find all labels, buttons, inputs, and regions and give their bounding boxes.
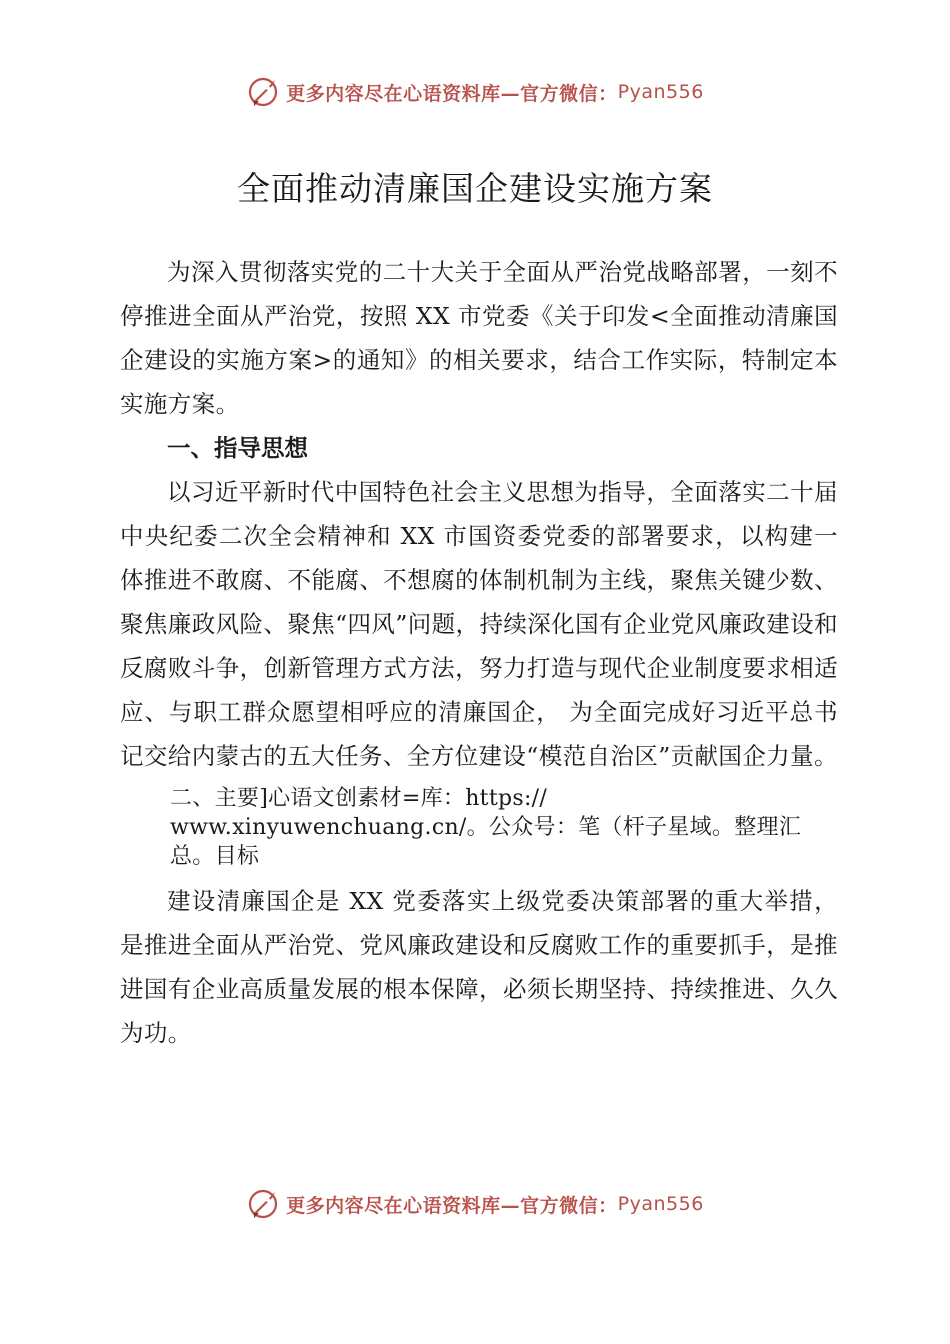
footer-banner [0,1184,950,1224]
section-heading-guiding-thought: 一、指导思想 [167,434,308,462]
main-goals-paragraph: 建设清廉国企是 XX 党委落实上级党委决策部署的重大举措，是推进全面从严治党、党风廉政建设和反腐败工作的重要抓手，是推进国有企业高质量发展的根本保障，必须长期坚持、持续推进、久久为功。 [120,887,838,1047]
quill-pen-logo-icon [246,1187,280,1221]
note-line: 二、主要]心语文创素材=库：https:// [170,786,548,811]
guiding-thought-paragraph: 以习近平新时代中国特色社会主义思想为指导，全面落实二十届中央纪委二次全会精神和 XX 市国资委党委的部署要求，以构建一体推进不敢腐、不能腐、不想腐的体制机制为主线，聚焦关键少数、聚焦廉政风险、聚焦“四风”问题，持续深化国有企业党风廉政建设和反腐败斗争，创新管理方式方法，努力打造与现代企业制度要求相适应、与职工群众愿望相呼应的清廉国企， 为全面完成好习近平总书记交给内蒙古的五大任务、全方位建设“模范自治区”贡献国企力量。 [120,478,838,770]
quill-pen-logo-icon [246,75,280,109]
note-line: www.xinyuwenchuang.cn/。公众号：笔（杆子星域。整理汇 [170,815,802,840]
section-heading-main-goals [120,784,838,871]
document-title: 全面推动清廉国企建设实施方案 [237,169,713,208]
note-line: 总。目标 [170,844,260,869]
document-body [120,250,838,1055]
banner-wechat-id: Pyan556 [617,1193,704,1215]
banner-text: 更多内容尽在心语资料库—官方微信： [286,1194,618,1217]
header-banner [0,72,950,112]
banner-wechat-id: Pyan556 [617,81,704,103]
banner-text: 更多内容尽在心语资料库—官方微信： [286,82,618,105]
intro-paragraph: 为深入贯彻落实党的二十大关于全面从严治党战略部署，一刻不停推进全面从严治党，按照 XX 市党委《关于印发<全面推动清廉国企建设的实施方案>的通知》的相关要求，结合工作实际，特制定本实施方案。 [120,258,838,418]
